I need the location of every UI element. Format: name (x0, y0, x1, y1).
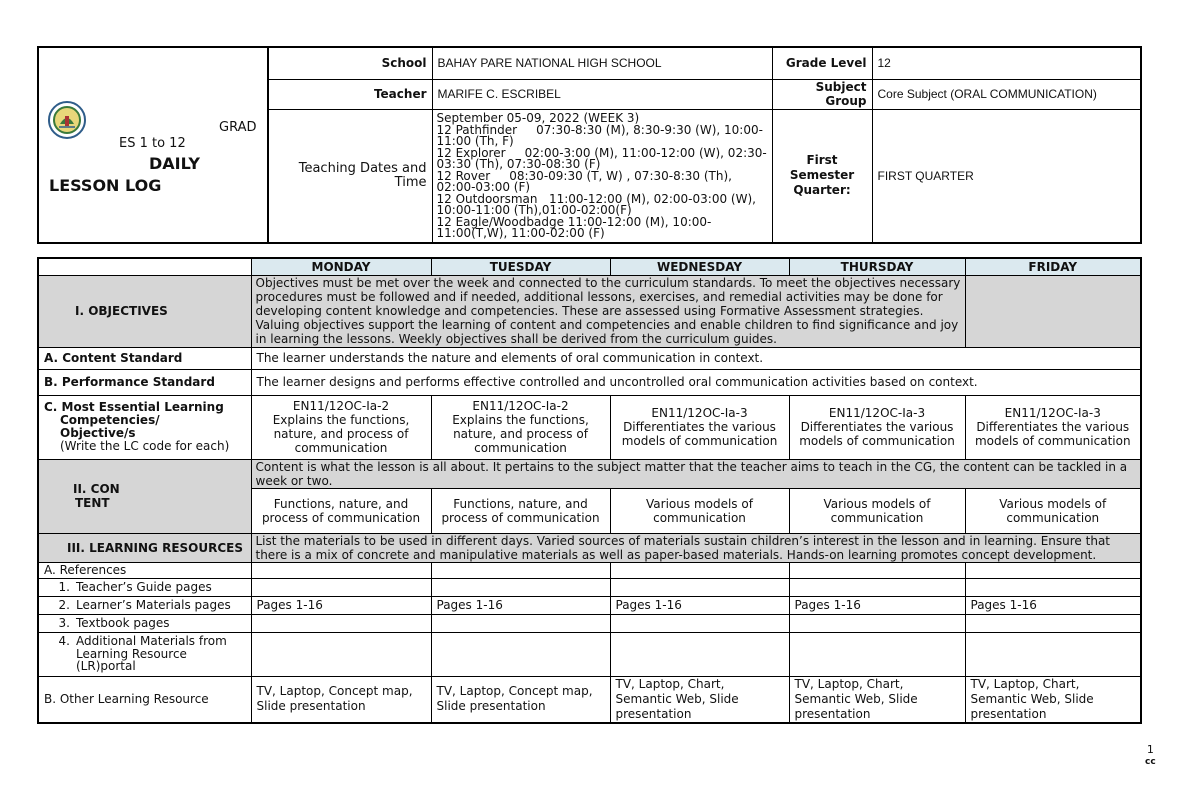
additional-materials-monday (251, 632, 431, 676)
other-resources-tuesday: TV, Laptop, Concept map, Slide presentation (431, 676, 610, 723)
grade-label: Grade Level (772, 47, 872, 79)
content-friday: Various models of communication (965, 488, 1141, 533)
teacher-value: MARIFE C. ESCRIBEL (432, 79, 772, 109)
schedule-row: 12 Outdoorsman 11:00-12:00 (M), 02:00-03:00 (W), 10:00-11:00 (Th),01:00-02:00(F) (436, 191, 756, 217)
learning-resources-label: III. LEARNING RESOURCES (38, 533, 251, 562)
performance-standard-label: B. Performance Standard (38, 369, 251, 395)
schedule-cell (432, 109, 772, 243)
lm-pages-label: 2. Learner’s Materials pages (38, 596, 251, 614)
lm-pages-monday: Pages 1-16 (251, 596, 431, 614)
competency-thursday: EN11/12OC-Ia-3 Differentiates the various models of communication (789, 395, 965, 459)
references-monday (251, 562, 431, 578)
title-grades: ES 1 to 12 (119, 136, 186, 151)
textbook-pages-label: 3. Textbook pages (38, 614, 251, 632)
competency-friday: EN11/12OC-Ia-3 Differentiates the various models of communication (965, 395, 1141, 459)
header-table (37, 46, 1142, 244)
tg-pages-monday (251, 578, 431, 596)
tg-pages-tuesday (431, 578, 610, 596)
content-wednesday: Various models of communication (610, 488, 789, 533)
content-tuesday: Functions, nature, and process of communication (431, 488, 610, 533)
page-number: 1 cc (1145, 743, 1156, 767)
textbook-pages-tuesday (431, 614, 610, 632)
objectives-friday-blank (965, 275, 1141, 347)
textbook-pages-monday (251, 614, 431, 632)
other-resources-thursday: TV, Laptop, Chart, Semantic Web, Slide presentation (789, 676, 965, 723)
lm-pages-thursday: Pages 1-16 (789, 596, 965, 614)
school-label: School (268, 47, 432, 79)
schedule-row: 12 Rover 08:30-09:30 (T, W) , 07:30-8:30 (Th), 02:00-03:00 (F) (436, 168, 732, 194)
schedule-row: 12 Pathfinder 07:30-8:30 (M), 8:30-9:30 (W), 10:00-11:00 (Th, F) (436, 122, 763, 148)
lesson-log-table (37, 257, 1142, 724)
content-monday: Functions, nature, and process of communication (251, 488, 431, 533)
day-monday: MONDAY (251, 258, 431, 275)
content-note: Content is what the lesson is all about. It pertains to the subject matter that the teacher aims to teach in the CG, the content can be tackled in a week or two. (251, 459, 1141, 488)
additional-materials-label: 4. Additional Materials from Learning Resource (LR)portal (38, 632, 251, 676)
day-friday: FRIDAY (965, 258, 1141, 275)
references-tuesday (431, 562, 610, 578)
page-footer-mark: cc (1145, 757, 1156, 767)
day-tuesday: TUESDAY (431, 258, 610, 275)
title-lesson-log: LESSON LOG (49, 176, 162, 195)
subject-label: Subject Group (772, 79, 872, 109)
tg-pages-thursday (789, 578, 965, 596)
content-label: II. CON TENT (38, 459, 251, 533)
lm-pages-tuesday: Pages 1-16 (431, 596, 610, 614)
learning-resources-note: List the materials to be used in different days. Varied sources of materials sustain children’s interest in the lesson and in learning. Ensure that there is a mix of concrete and manipulative materials as well as paper-based materials. Hands-on learning promotes concept development. (251, 533, 1141, 562)
additional-materials-wednesday (610, 632, 789, 676)
lm-pages-friday: Pages 1-16 (965, 596, 1141, 614)
additional-materials-friday (965, 632, 1141, 676)
title-grad: GRAD (219, 120, 257, 135)
other-resources-monday: TV, Laptop, Concept map, Slide presentation (251, 676, 431, 723)
objectives-label: I. OBJECTIVES (38, 275, 251, 347)
quarter-value: FIRST QUARTER (872, 109, 1141, 243)
textbook-pages-wednesday (610, 614, 789, 632)
performance-standard-value: The learner designs and performs effective controlled and uncontrolled oral communication activities based on context. (251, 369, 1141, 395)
references-thursday (789, 562, 965, 578)
references-wednesday (610, 562, 789, 578)
school-value: BAHAY PARE NATIONAL HIGH SCHOOL (432, 47, 772, 79)
tg-pages-friday (965, 578, 1141, 596)
dates-label: Teaching Dates and Time (268, 109, 432, 243)
subject-value: Core Subject (ORAL COMMUNICATION) (872, 79, 1141, 109)
references-friday (965, 562, 1141, 578)
competency-tuesday: EN11/12OC-Ia-2 Explains the functions, nature, and process of communication (431, 395, 610, 459)
references-label: A. References (38, 562, 251, 578)
day-thursday: THURSDAY (789, 258, 965, 275)
competencies-label: C. Most Essential Learning Competencies/ Objective/s (Write the LC code for each) (38, 395, 251, 459)
lm-pages-wednesday: Pages 1-16 (610, 596, 789, 614)
day-header-spacer (38, 258, 251, 275)
schedule-row: 12 Eagle/Woodbadge 11:00-12:00 (M), 10:00-11:00(T,W), 11:00-02:00 (F) (436, 214, 712, 240)
additional-materials-thursday (789, 632, 965, 676)
school-seal-logo (47, 100, 87, 140)
textbook-pages-thursday (789, 614, 965, 632)
competency-monday: EN11/12OC-Ia-2 Explains the functions, nature, and process of communication (251, 395, 431, 459)
competency-wednesday: EN11/12OC-Ia-3 Differentiates the various models of communication (610, 395, 789, 459)
title-daily: DAILY (149, 154, 200, 173)
other-resources-friday: TV, Laptop, Chart, Semantic Web, Slide presentation (965, 676, 1141, 723)
title-block (38, 47, 268, 243)
tg-pages-label: 1. Teacher’s Guide pages (38, 578, 251, 596)
content-thursday: Various models of communication (789, 488, 965, 533)
dates-main: September 05-09, 2022 (WEEK 3) (436, 110, 640, 125)
grade-value: 12 (872, 47, 1141, 79)
other-resources-wednesday: TV, Laptop, Chart, Semantic Web, Slide presentation (610, 676, 789, 723)
teacher-label: Teacher (268, 79, 432, 109)
additional-materials-tuesday (431, 632, 610, 676)
tg-pages-wednesday (610, 578, 789, 596)
textbook-pages-friday (965, 614, 1141, 632)
quarter-label: First Semester Quarter: (772, 109, 872, 243)
content-standard-label: A. Content Standard (38, 347, 251, 369)
other-resources-label: B. Other Learning Resource (38, 676, 251, 723)
objectives-note: Objectives must be met over the week and connected to the curriculum standards. To meet the objectives necessary procedures must be followed and if needed, additional lessons, exercises, and remedial activities may be done for developing content knowledge and competencies. These are assessed using Formative Assessment strategies. Valuing objectives support the learning of content and competencies and enable children to find significance and joy in learning the lessons. Weekly objectives shall be derived from the curriculum guides. (251, 275, 965, 347)
day-wednesday: WEDNESDAY (610, 258, 789, 275)
schedule-row: 12 Explorer 02:00-3:00 (M), 11:00-12:00 (W), 02:30-03:30 (Th), 07:30-08:30 (F) (436, 145, 767, 171)
content-standard-value: The learner understands the nature and elements of oral communication in context. (251, 347, 1141, 369)
